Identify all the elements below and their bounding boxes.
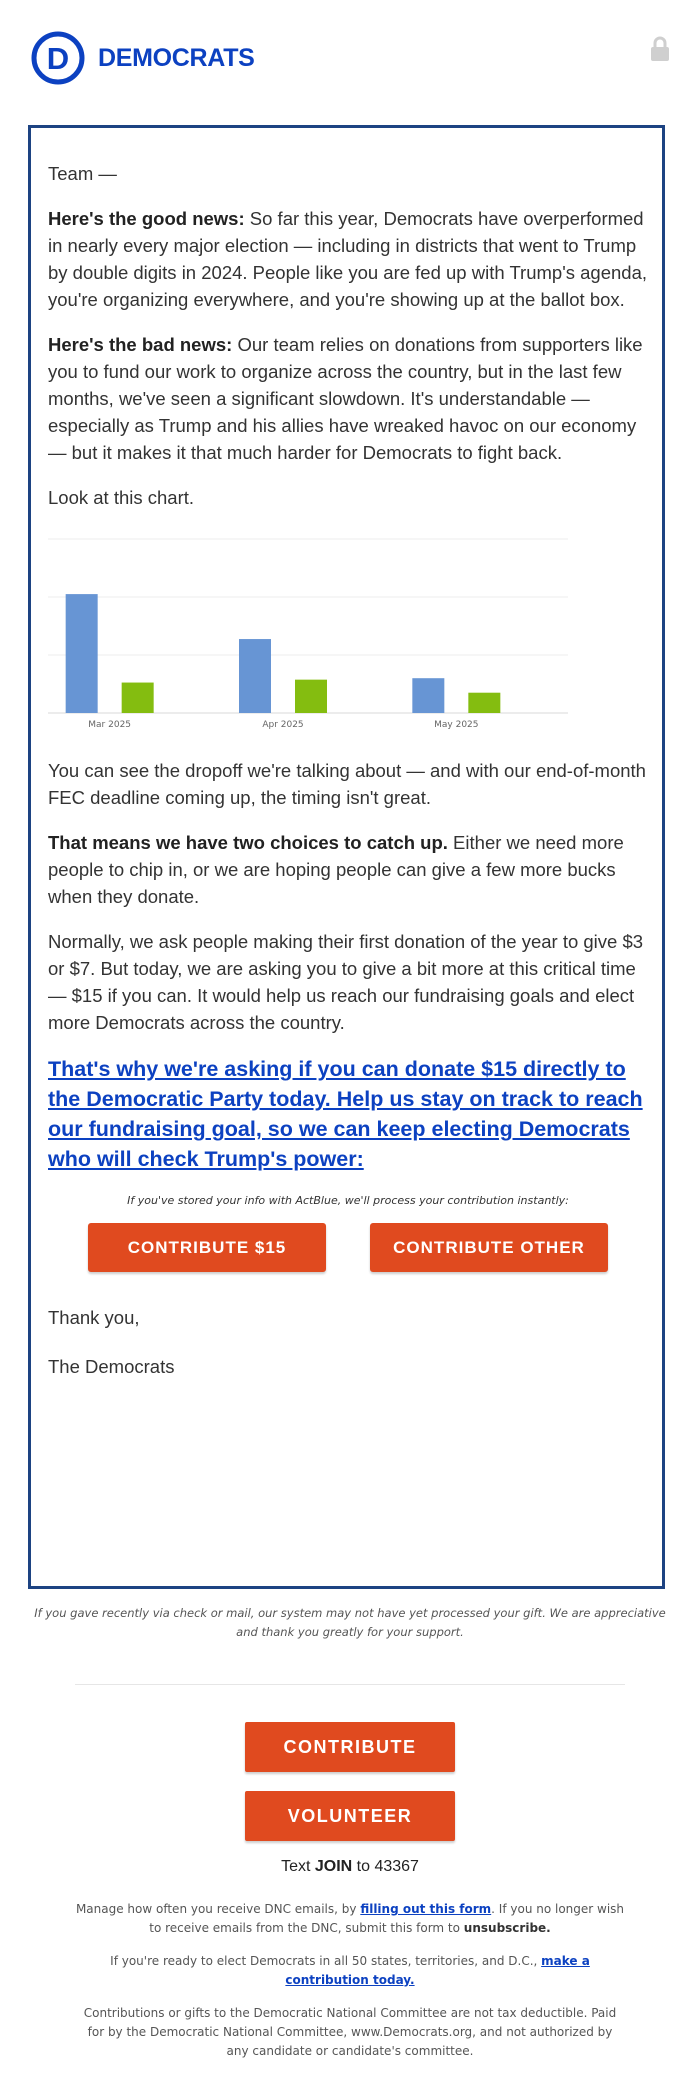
gift-processing-note: If you gave recently via check or mail, our system may not have yet processed your gift. We are appreciative and thank you greatly for your support. — [34, 1606, 666, 1639]
dropoff-paragraph: You can see the dropoff we're talking about — and with our end-of-month FEC deadline coming up, the timing isn't great. — [48, 760, 646, 808]
text-suffix: to 43367 — [352, 1858, 419, 1875]
chart-bar — [66, 594, 98, 713]
email-card — [28, 125, 665, 1589]
make-contribution-link[interactable]: make a contribution today. — [285, 1954, 590, 1987]
manage-form-link[interactable]: filling out this form — [360, 1902, 492, 1916]
actblue-note: If you've stored your info with ActBlue, we'll process your contribution instantly: — [127, 1194, 569, 1207]
contribute-button[interactable]: CONTRIBUTE — [245, 1722, 455, 1772]
ready-to-elect-text — [75, 1952, 625, 1990]
look-chart-text: Look at this chart. — [48, 487, 195, 508]
x-tick-label: May 2025 — [434, 720, 479, 730]
chart-bar — [295, 680, 327, 713]
good-news-paragraph — [48, 205, 648, 313]
text-keyword: JOIN — [314, 1858, 353, 1875]
contribute-other-button[interactable]: CONTRIBUTE OTHER — [370, 1223, 608, 1272]
donate-15-link[interactable]: That's why we're asking if you can donate $15 directly to the Democratic Party today. Help us stay on track to reach our fundraising goal, so we can keep electing Democrats who will check Trump's power: — [48, 1057, 643, 1171]
good-news-text: So far this year, Democrats have overperformed in nearly every major election — including in districts that went to Trump by double digits in 2024. People like you are fed up with Trump's agenda, you're organizing everywhere, and you're showing up at the ballot box. — [48, 208, 648, 310]
chart-bar — [122, 683, 154, 713]
disclaimer-text: Contributions or gifts to the Democratic National Committee are not tax deductible. Paid for by the Democratic National Committee, www.Democrats.org, and not authorized by any candidate or candidate's committee. — [83, 2006, 617, 2058]
choices-lead: That means we have two choices to catch up. — [48, 832, 448, 853]
bad-news-paragraph — [48, 331, 648, 466]
text-join-line — [0, 1858, 700, 1876]
chart-bar — [412, 678, 444, 713]
volunteer-button[interactable]: VOLUNTEER — [245, 1791, 455, 1841]
choices-text: Either we need more people to chip in, or we are hoping people can give a few more bucks when they donate. — [48, 832, 624, 907]
logo-text: DEMOCRATS — [98, 43, 255, 72]
manage-pre: Manage how often you receive DNC emails, by — [75, 1902, 361, 1916]
normally-paragraph: Normally, we ask people making their first donation of the year to give $3 or $7. But today, we are asking you to give a bit more at this critical time — $15 if you can. It would help us reach our fundraising goals and elect more Democrats across the country. — [48, 931, 644, 1033]
good-news-lead: Here's the good news: — [48, 208, 245, 229]
thank-you-text: Thank you, — [48, 1307, 140, 1328]
email-body — [48, 160, 648, 1398]
chart-svg — [48, 527, 568, 737]
contribute-15-button[interactable]: CONTRIBUTE $15 — [88, 1223, 326, 1272]
signature-text: The Democrats — [48, 1356, 175, 1377]
chart-bar — [468, 693, 500, 713]
donations-bar-chart — [48, 527, 568, 737]
ready-pre: If you're ready to elect Democrats in all 50 states, territories, and D.C., — [110, 1954, 542, 1968]
x-tick-label: Mar 2025 — [88, 720, 132, 730]
bad-news-text: Our team relies on donations from supporters like you to fund our work to organize across the country, but in the last few months, we've seen a significant slowdown. It's understandable — especially as Trump and his allies have wreaked havoc on our economy — but it makes it that much harder for Democrats to fight back. — [48, 334, 643, 463]
greeting: Team — — [48, 163, 117, 184]
democrats-logo[interactable] — [30, 30, 255, 86]
chart-bar — [239, 639, 271, 713]
contribute-button-row — [48, 1223, 648, 1272]
bad-news-lead: Here's the bad news: — [48, 334, 233, 355]
logo-letter: D — [46, 41, 70, 76]
democrats-logo-icon — [30, 30, 86, 86]
manage-emails-text — [75, 1900, 625, 1938]
email-header — [0, 0, 700, 118]
lock-icon — [650, 36, 670, 62]
manage-mid: . If you no longer wish to receive emails from the DNC, submit this form to — [149, 1902, 625, 1935]
text-prefix: Text — [281, 1858, 315, 1875]
footer-divider — [75, 1684, 625, 1685]
choices-paragraph — [48, 829, 648, 910]
x-tick-label: Apr 2025 — [262, 720, 304, 730]
unsubscribe-link[interactable]: unsubscribe. — [463, 1921, 551, 1935]
